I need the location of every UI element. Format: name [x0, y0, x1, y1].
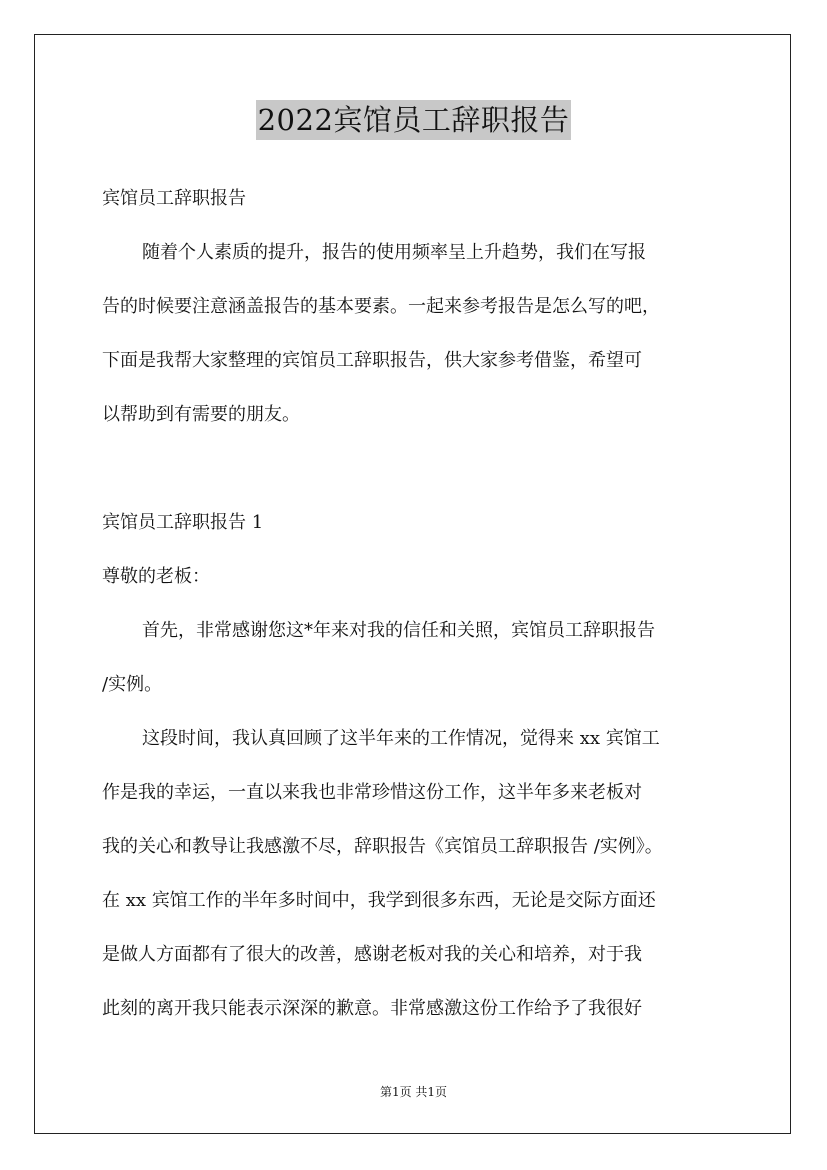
paragraph-line: 下面是我帮大家整理的宾馆员工辞职报告，供大家参考借鉴，希望可 — [102, 350, 642, 371]
blank-line — [102, 442, 762, 496]
paragraph-line: 作是我的幸运，一直以来我也非常珍惜这份工作，这半年多来老板对 — [102, 782, 642, 803]
paragraph-line: 是做人方面都有了很大的改善，感谢老板对我的关心和培养，对于我 — [102, 944, 642, 965]
document-title: 2022宾馆员工辞职报告 — [256, 100, 572, 140]
salutation: 尊敬的老板： — [102, 566, 210, 587]
paragraph-line: 此刻的离开我只能表示深深的歉意。非常感激这份工作给予了我很好 — [102, 998, 642, 1019]
paragraph-line: 这段时间，我认真回顾了这半年来的工作情况，觉得来 xx 宾馆工 — [142, 728, 660, 749]
paragraph-line: 我的关心和教导让我感激不尽，辞职报告《宾馆员工辞职报告 /实例》。 — [102, 836, 663, 857]
paragraph-line: 随着个人素质的提升，报告的使用频率呈上升趋势，我们在写报 — [142, 242, 646, 263]
document-body — [102, 172, 762, 1036]
section-heading: 宾馆员工辞职报告 1 — [102, 512, 264, 533]
paragraph-line: 宾馆员工辞职报告 — [102, 188, 246, 209]
paragraph-line: 首先，非常感谢您这*年来对我的信任和关照，宾馆员工辞职报告 — [142, 620, 655, 641]
title-container — [0, 100, 827, 140]
paragraph-line: 告的时候要注意涵盖报告的基本要素。一起来参考报告是怎么写的吧， — [102, 296, 660, 317]
paragraph-line: /实例。 — [102, 674, 163, 695]
paragraph-line: 在 xx 宾馆工作的半年多时间中，我学到很多东西，无论是交际方面还 — [102, 890, 656, 911]
paragraph-line: 以帮助到有需要的朋友。 — [102, 404, 300, 425]
page-footer: 第1页 共1页 — [379, 1085, 448, 1099]
